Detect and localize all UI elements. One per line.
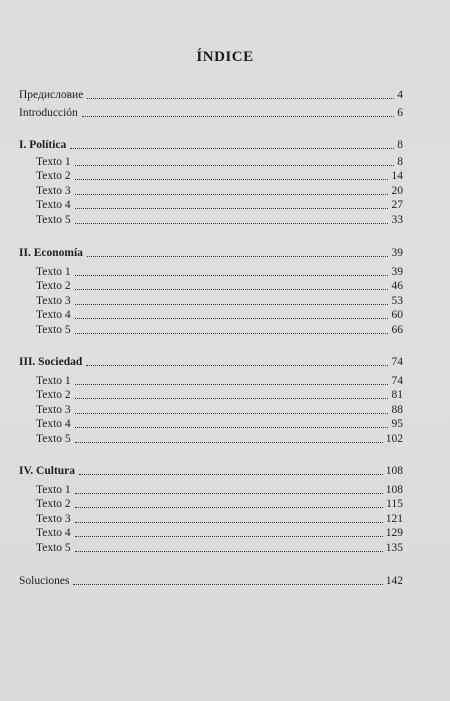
toc-entry-label: Texto 4	[36, 199, 71, 211]
toc-subentry-row	[0, 198, 450, 212]
toc-page-number: 8	[397, 156, 403, 168]
toc-entry-label: Texto 4	[36, 309, 71, 321]
toc-leader-dots	[70, 148, 394, 149]
toc-leader-dots	[75, 507, 383, 508]
toc-entry-label: Texto 4	[36, 527, 71, 539]
toc-entry-label: Texto 2	[36, 280, 71, 292]
toc-leader-dots	[86, 365, 388, 366]
toc-leader-dots	[75, 442, 383, 443]
toc-leader-dots	[75, 333, 388, 334]
toc-leader-dots	[87, 98, 394, 99]
toc-page-number: 6	[397, 107, 403, 119]
toc-page-number: 88	[391, 404, 403, 416]
toc-section-row	[0, 138, 450, 152]
toc-leader-dots	[82, 116, 394, 117]
toc-subentry-row	[0, 308, 450, 322]
toc-leader-dots	[75, 413, 388, 414]
toc-leader-dots	[79, 474, 383, 475]
toc-subentry-row	[0, 388, 450, 402]
toc-subentry-row	[0, 374, 450, 388]
toc-entry-label: Texto 4	[36, 418, 71, 430]
toc-entry-label: Texto 1	[36, 375, 71, 387]
toc-subentry-row	[0, 155, 450, 169]
toc-subentry-row	[0, 526, 450, 540]
toc-subentry-row	[0, 403, 450, 417]
toc-leader-dots	[75, 536, 383, 537]
toc-page-number: 95	[391, 418, 403, 430]
toc-subentry-row	[0, 483, 450, 497]
toc-subentry-row	[0, 323, 450, 337]
toc-page-number: 74	[391, 356, 403, 368]
toc-leader-dots	[75, 522, 383, 523]
toc-entry-row	[0, 106, 450, 120]
toc-leader-dots	[75, 223, 388, 224]
toc-leader-dots	[75, 427, 388, 428]
toc-page-number: 39	[391, 247, 403, 259]
page-title: ÍNDICE	[196, 49, 254, 65]
toc-entry-label: Texto 1	[36, 156, 71, 168]
toc-leader-dots	[75, 179, 388, 180]
toc-page-number: 66	[391, 324, 403, 336]
toc-entry-row	[0, 574, 450, 588]
toc-leader-dots	[73, 584, 383, 585]
toc-page-number: 8	[397, 139, 403, 151]
toc-page-number: 121	[385, 513, 403, 525]
toc-page-number: 46	[391, 280, 403, 292]
toc-entry-label: Texto 3	[36, 513, 71, 525]
toc-section-row	[0, 246, 450, 260]
toc-page-number: 135	[385, 542, 403, 554]
toc-page-number: 74	[391, 375, 403, 387]
toc-subentry-row	[0, 279, 450, 293]
toc-leader-dots	[75, 398, 388, 399]
toc-entry-row	[0, 88, 450, 102]
toc-entry-label: Texto 3	[36, 185, 71, 197]
toc-subentry-row	[0, 512, 450, 526]
toc-page-number: 129	[385, 527, 403, 539]
toc-page-number: 60	[391, 309, 403, 321]
toc-subentry-row	[0, 417, 450, 431]
toc-page-number: 108	[385, 465, 403, 477]
toc-subentry-row	[0, 497, 450, 511]
toc-entry-label: Texto 5	[36, 542, 71, 554]
toc-page-number: 115	[386, 498, 403, 510]
toc-page-number: 108	[385, 484, 403, 496]
toc-section-row	[0, 464, 450, 478]
toc-entry-label: Texto 1	[36, 266, 71, 278]
toc-leader-dots	[75, 275, 388, 276]
toc-entry-label: Texto 5	[36, 214, 71, 226]
toc-entry-label: Предисловие	[19, 89, 84, 101]
toc-page-number: 20	[391, 185, 403, 197]
toc-entry-label: IV. Cultura	[19, 465, 76, 477]
toc-subentry-row	[0, 265, 450, 279]
toc-subentry-row	[0, 169, 450, 183]
toc-entry-label: Soluciones	[19, 575, 70, 587]
toc-entry-label: I. Política	[19, 139, 67, 151]
toc-leader-dots	[75, 289, 388, 290]
toc-entry-label: Texto 2	[36, 498, 71, 510]
toc-entry-label: Texto 1	[36, 484, 71, 496]
toc-page-number: 27	[391, 199, 403, 211]
toc-page-number: 53	[391, 295, 403, 307]
toc-entry-label: Texto 2	[36, 389, 71, 401]
toc-entry-label: III. Sociedad	[19, 356, 83, 368]
toc-entry-label: Introducción	[19, 107, 78, 119]
toc-section-row	[0, 355, 450, 369]
toc-subentry-row	[0, 541, 450, 555]
toc-page-number: 81	[391, 389, 403, 401]
toc-leader-dots	[75, 384, 388, 385]
toc-leader-dots	[87, 256, 388, 257]
toc-leader-dots	[75, 318, 388, 319]
toc-entry-label: Texto 5	[36, 324, 71, 336]
toc-leader-dots	[75, 551, 383, 552]
toc-leader-dots	[75, 208, 388, 209]
toc-subentry-row	[0, 294, 450, 308]
toc-leader-dots	[75, 165, 394, 166]
toc-leader-dots	[75, 493, 383, 494]
toc-page-number: 4	[397, 89, 403, 101]
toc-entry-label: Texto 2	[36, 170, 71, 182]
toc-leader-dots	[75, 194, 388, 195]
toc-page-number: 33	[391, 214, 403, 226]
toc-page-number: 142	[385, 575, 403, 587]
toc-page-number: 14	[391, 170, 403, 182]
toc-page-number: 102	[385, 433, 403, 445]
toc-page-number: 39	[391, 266, 403, 278]
toc-entry-label: Texto 3	[36, 295, 71, 307]
toc-subentry-row	[0, 213, 450, 227]
toc-entry-label: Texto 5	[36, 433, 71, 445]
toc-entry-label: Texto 3	[36, 404, 71, 416]
toc-leader-dots	[75, 304, 388, 305]
toc-subentry-row	[0, 184, 450, 198]
toc-subentry-row	[0, 432, 450, 446]
toc-entry-label: II. Economía	[19, 247, 83, 259]
